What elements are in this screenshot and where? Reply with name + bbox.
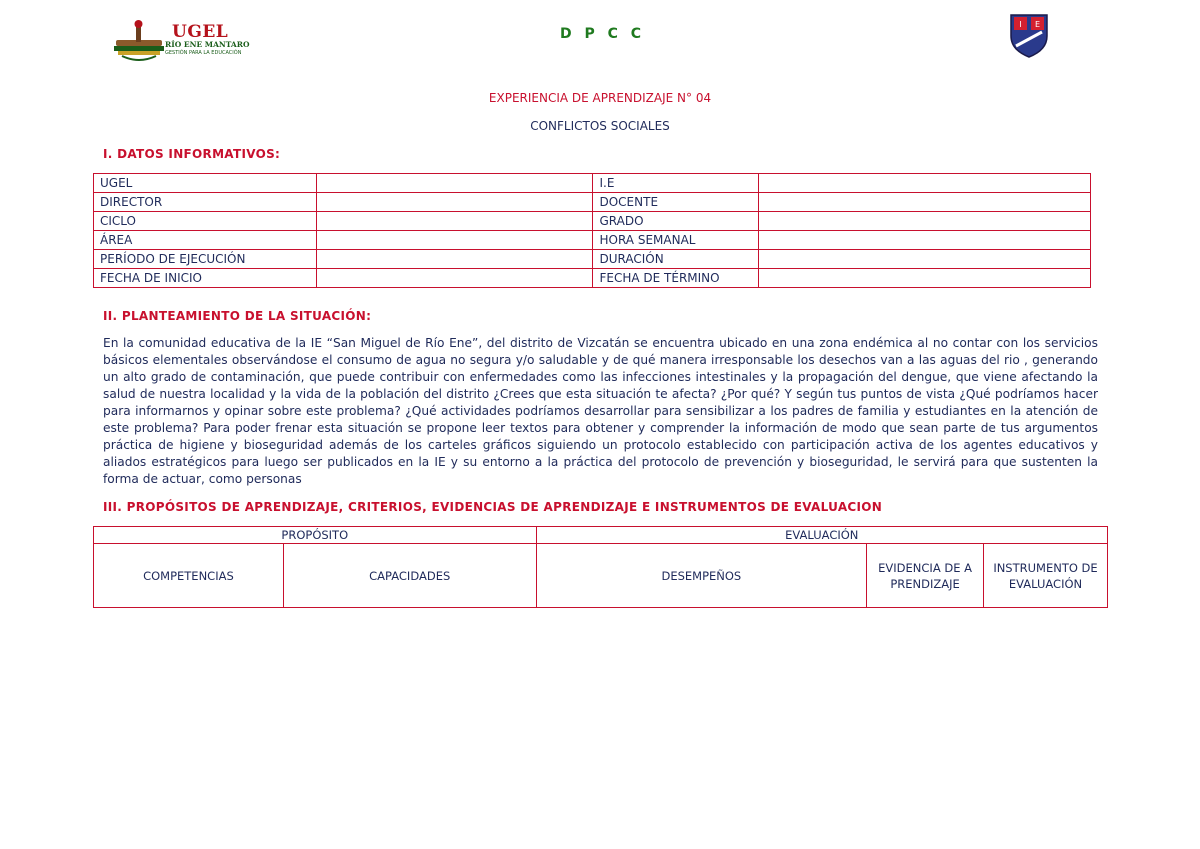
info-value	[759, 269, 1091, 288]
info-value	[759, 193, 1091, 212]
info-row	[94, 212, 1091, 231]
evaluation-table	[93, 526, 1108, 608]
info-value	[759, 174, 1091, 193]
experience-title: EXPERIENCIA DE APRENDIZAJE N° 04	[488, 91, 712, 105]
ugel-logo	[110, 20, 250, 64]
section-3-heading: III. PROPÓSITOS DE APRENDIZAJE, CRITERIOS, EVIDENCIAS DE APRENDIZAJE E INSTRUMENTOS DE EVALUACION	[103, 500, 883, 514]
crest-icon	[1008, 12, 1050, 58]
logo-title: UGEL	[172, 22, 229, 42]
info-value	[316, 212, 593, 231]
datos-informativos-table	[93, 173, 1091, 288]
info-label: DURACIÓN	[593, 250, 759, 269]
info-label: HORA SEMANAL	[593, 231, 759, 250]
info-value	[759, 231, 1091, 250]
col-capacidades: CAPACIDADES	[283, 544, 536, 608]
header-area-label: D P C C	[560, 26, 646, 42]
crest-letter-right: E	[1034, 20, 1041, 29]
group-header-evaluacion: EVALUACIÓN	[536, 527, 1107, 544]
info-value	[759, 212, 1091, 231]
logo-subtitle: RÍO ENE MANTARO	[165, 40, 250, 49]
group-header-proposito: PROPÓSITO	[94, 527, 537, 544]
info-label: FECHA DE INICIO	[94, 269, 317, 288]
info-label: ÁREA	[94, 231, 317, 250]
school-crest	[1008, 12, 1050, 58]
info-label: GRADO	[593, 212, 759, 231]
crest-letter-left: I	[1019, 20, 1022, 29]
col-desempenos: DESEMPEÑOS	[536, 544, 867, 608]
info-value	[316, 250, 593, 269]
info-label: UGEL	[94, 174, 317, 193]
info-row	[94, 193, 1091, 212]
section-2-heading: II. PLANTEAMIENTO DE LA SITUACIÓN:	[103, 309, 372, 323]
info-row	[94, 174, 1091, 193]
info-value	[759, 250, 1091, 269]
info-label: I.E	[593, 174, 759, 193]
info-row	[94, 231, 1091, 250]
info-label: DOCENTE	[593, 193, 759, 212]
info-label: DIRECTOR	[94, 193, 317, 212]
situation-paragraph: En la comunidad educativa de la IE “San Miguel de Río Ene”, del distrito de Vizcatán se encuentra ubicado en una zona endémica al no contar con los servicios básicos elementales observándose el consumo de agua no segura y/o saludable y de qué manera irresponsable los desechos van a las aguas del rio , generando un alto grado de contaminación, que puede contribuir con enfermedades como las infecciones intestinales y la propagación del dengue, que viene afectando la salud de nuestra localidad y la vida de la población del distrito ¿Crees que esta situación te afecta? ¿Por qué? Y según tus puntos de vista ¿Qué podríamos hacer para informarnos y opinar sobre este problema? ¿Qué actividades podríamos desarrollar para sensibilizar a los padres de familia y estudiantes en la atención de este problema? Para poder frenar esta situación se propone leer textos para obtener y comprender la información de modo que sean parte de tus argumentos práctica de higiene y bioseguridad además de los carteles gráficos siguiendo un protocolo establecido con participación activa de los agentes educativos y aliados estratégicos para luego ser publicados en la IE y su entorno a la práctica del protocolo de prevención y bioseguridad, le servirá para que sustenten la forma de actuar, como personas	[103, 336, 1098, 486]
info-value	[316, 193, 593, 212]
logo-tagline: GESTIÓN PARA LA EDUCACIÓN	[165, 50, 242, 56]
info-label: PERÍODO DE EJECUCIÓN	[94, 250, 317, 269]
info-label: FECHA DE TÉRMINO	[593, 269, 759, 288]
section-1-heading: I. DATOS INFORMATIVOS:	[103, 147, 281, 161]
col-competencias: COMPETENCIAS	[94, 544, 284, 608]
info-row	[94, 250, 1091, 269]
info-row	[94, 269, 1091, 288]
col-evidencia: EVIDENCIA DE APRENDIZAJE	[867, 544, 984, 608]
info-value	[316, 174, 593, 193]
info-label: CICLO	[94, 212, 317, 231]
col-instrumento: INSTRUMENTO DE EVALUACIÓN	[984, 544, 1108, 608]
info-value	[316, 269, 593, 288]
topic-title: CONFLICTOS SOCIALES	[530, 119, 670, 133]
info-value	[316, 231, 593, 250]
ugel-emblem-icon	[110, 20, 170, 64]
